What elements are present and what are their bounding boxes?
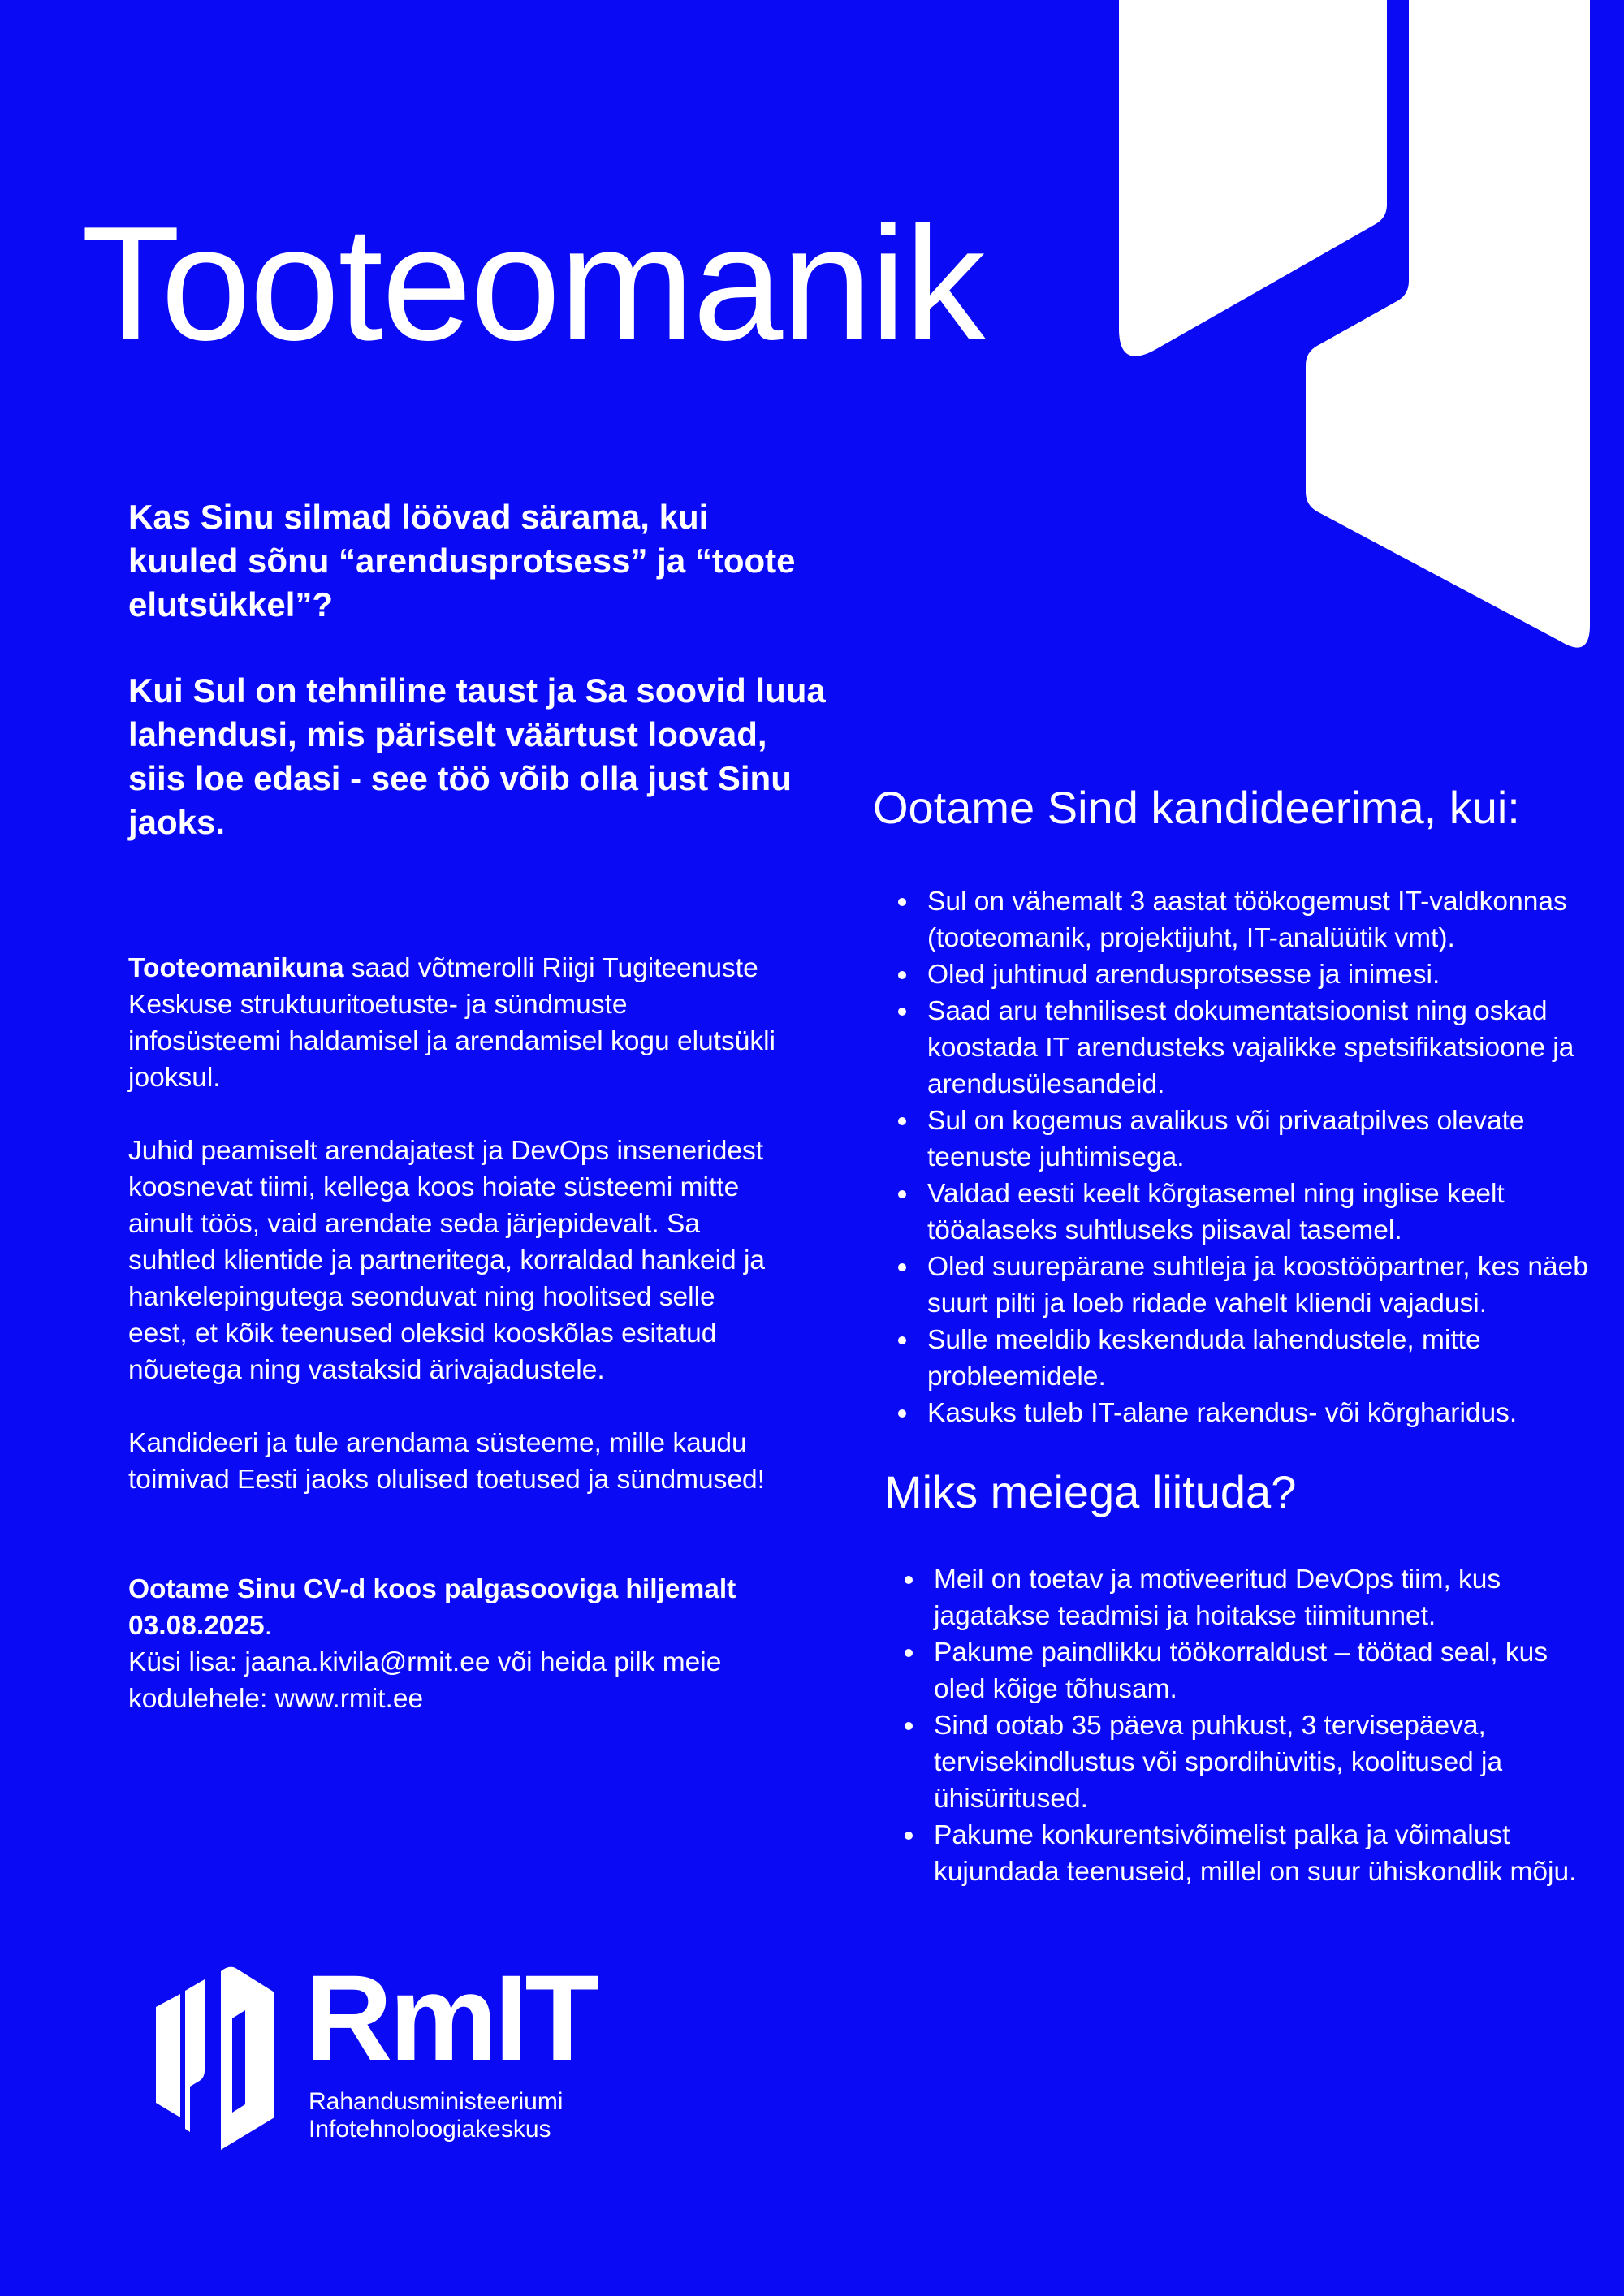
right-column [873,779,1604,1890]
lower-white-shape [1306,0,1590,648]
page-title: Tooteomanik [81,193,984,374]
list-item: Sul on kogemus avalikus või privaatpilves olevate teenuste juhtimisega. [873,1103,1604,1176]
contact-info: Küsi lisa: jaana.kivila@rmit.ee või heida pilk meie kodulehele: www.rmit.ee [128,1647,722,1714]
intro-question: Kas Sinu silmad löövad särama, kui kuuled sõnu “arendusprotsess” ja “toote elutsükkel”? [128,498,796,624]
team-paragraph: Juhid peamiselt arendajatest ja DevOps inseneridest koosnevat tiimi, kellega koos hoiate süsteemi mitte ainult töös, vaid arendate seda järjepidevalt. Sa suhtled klientide ja partneritega, korraldad hankeid ja hankelepingutega seonduvat ning hoolitsed selle eest, et kõik teenused oleksid kooskõlas esitatud nõuetega ning vastaksid ärivajadustele. [128,1136,766,1385]
list-item: Sul on vähemalt 3 aastat töökogemust IT-valdkonnas (tooteomanik, projektijuht, IT-analüütik vmt). [873,883,1604,956]
list-item: Kasuks tuleb IT-alane rakendus- või kõrgharidus. [873,1395,1604,1431]
cta-period: . [264,1611,272,1641]
logo-mark-icon [154,1965,276,2151]
list-item: Pakume konkurentsivõimelist palka ja võimalust kujundada teenuseid, millel on suur ühiskondlik mõju. [879,1817,1604,1890]
role-description [128,950,778,1754]
list-item: Sind ootab 35 päeva puhkust, 3 tervisepäeva, tervisekindlustus või spordihüvitis, koolitused ja ühisüritused. [879,1707,1604,1817]
cta-paragraph [128,1571,778,1717]
list-item: Oled juhtinud arendusprotsesse ja inimesi. [873,956,1604,993]
logo-subtitle-line1: Rahandusministeeriumi [309,2088,564,2115]
intro-block [128,495,827,887]
apply-paragraph: Kandideeri ja tule arendama süsteeme, mille kaudu toimivad Eesti jaoks olulised toetused ja sündmused! [128,1428,765,1495]
list-item: Pakume paindlikku töökorraldust – töötad seal, kus oled kõige tõhusam. [879,1634,1604,1707]
list-item: Saad aru tehnilisest dokumentatsioonist ning oskad koostada IT arendusteks vajalikke spetsifikatsioone ja arendusülesandeid. [873,993,1604,1103]
role-title-bold: Tooteomanikuna [128,953,344,983]
cta-deadline: Ootame Sinu CV-d koos palgasooviga hiljemalt 03.08.2025 [128,1574,736,1641]
intro-invitation: Kui Sul on tehniline taust ja Sa soovid luua lahendusi, mis päriselt väärtust loovad, siis loe edasi - see töö võib olla just Sinu jaoks. [128,671,826,841]
logo-wordmark: RmIT [304,1949,596,2086]
rmit-logo [154,1949,609,2151]
list-item: Oled suurepärane suhtleja ja koostööpartner, kes näeb suurt pilti ja loeb ridade vahelt kliendi vajadusi. [873,1249,1604,1322]
role-paragraph [128,950,778,1096]
logo-subtitle [309,2088,563,2143]
requirements-heading: Ootame Sind kandideerima, kui: [873,782,1520,833]
role-paragraph-text: saad võtmerolli Riigi Tugiteenuste Keskuse struktuuritoetuste- ja sündmuste infosüsteemi haldamisel ja arendamisel kogu elutsükli jooksul. [128,953,775,1093]
list-item: Meil on toetav ja motiveeritud DevOps tiim, kus jagatakse teadmisi ja hoitakse tiimitunnet. [879,1561,1604,1634]
benefits-heading: Miks meiega liituda? [884,1466,1297,1517]
upper-white-shape [1119,0,1387,356]
logo-subtitle-line2: Infotehnoloogiakeskus [309,2116,551,2143]
benefits-list [879,1561,1604,1890]
list-item: Valdad eesti keelt kõrgtasemel ning inglise keelt tööalaseks suhtluseks piisaval tasemel. [873,1176,1604,1249]
list-item: Sulle meeldib keskenduda lahendustele, mitte probleemidele. [873,1322,1604,1395]
requirements-list [873,883,1604,1431]
